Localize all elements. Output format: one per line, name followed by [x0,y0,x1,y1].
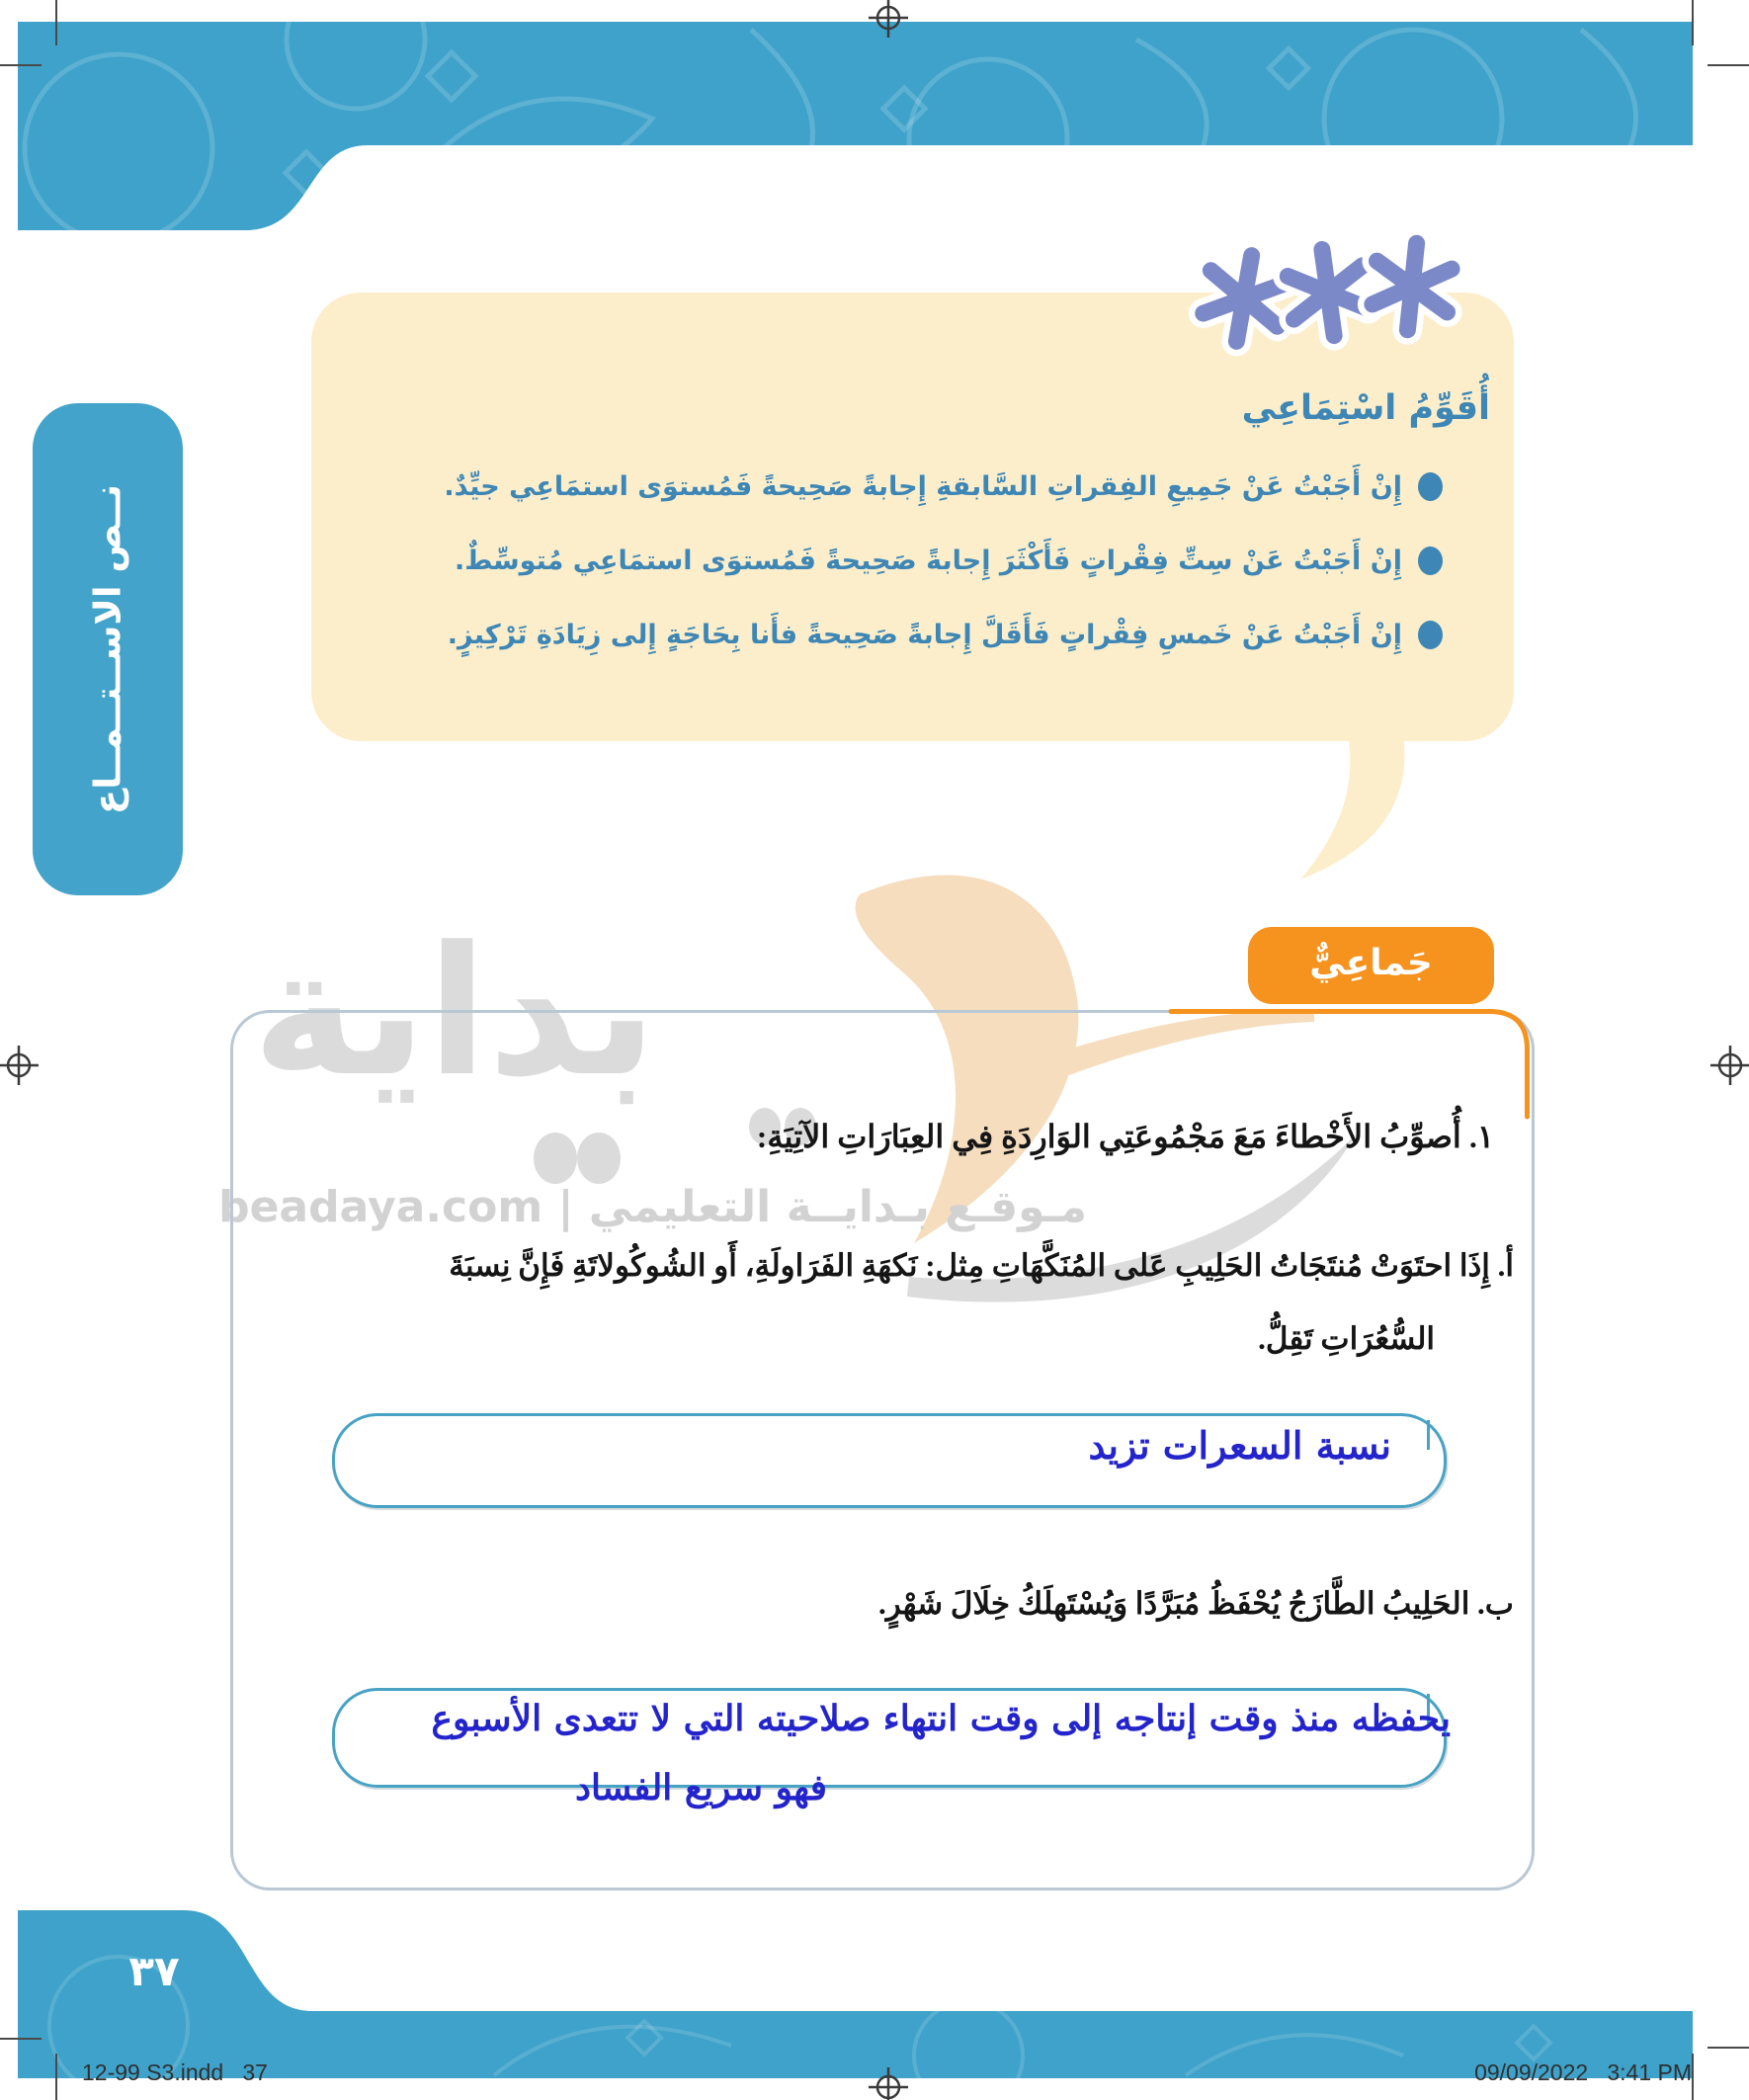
exercise-instruction: ١. أُصوِّبُ الأَخْطاءَ مَعَ مَجْمُوعَتِي الوَارِدَةِ فِي العِبَارَاتِ الآتِيَةِ: [756,1119,1494,1154]
trim-mark [1707,64,1749,66]
item-b-line: ب. الحَلِيبُ الطَّازَجُ يُحْفَظُ مُبَرَّدًا وَيُسْتَهلَكُ خِلَالَ شَهْرٍ. [877,1586,1514,1621]
trim-mark [0,2038,42,2040]
trim-mark [0,64,42,66]
trim-mark [55,0,57,45]
group-work-badge-label: جَماعِيٌّ [1309,942,1433,983]
answer-b-line1: يحفظه منذ وقت إنتاجه إلى وقت انتهاء صلاحيته التي لا تتعدى الأسبوع [431,1698,1451,1739]
watermark-caption: مـوقـع بـدايــة التعليمي | beadaya.com [218,1182,1087,1232]
evaluation-title: أُقَوِّمُ اسْتِمَاعِي [1241,388,1490,428]
trim-mark [1707,2047,1749,2049]
trim-mark [55,2054,57,2100]
answer-b-line2: فهو سريع الفساد [575,1767,827,1808]
evaluation-bullet-text: إِنْ أَجَبْتُ عَنْ جَمِيعِ الفِقراتِ السَّابقةِ إِجابةً صَحِيحةً فَمُستوَى استمَاعِي جيِّدٌ. [444,471,1402,502]
item-a-line1: أ. إِذَا احتَوَتْ مُنتَجَاتُ الحَلِيبِ عَلى المُنَكَّهَاتِ مِثل: نَكهَةِ الفَرَاولَةِ، أَو الشُوكُولاتَةِ فَإِنَّ نِسبَةَ [449,1248,1514,1283]
evaluation-bullet-text: إِنْ أَجَبْتُ عَنْ خَمسِ فِقْراتٍ فَأَقَلَّ إِجابةً صَحِيحةً فأَنا بِحَاجَةٍ إِلى زِيَادَةِ تَرْكِيزٍ. [447,620,1402,650]
print-slug-filename: 12-99 S3.indd 37 [82,2059,268,2085]
evaluation-bullet-text: إِنْ أَجَبْتُ عَنْ سِتِّ فِقْراتٍ فَأَكْثَرَ إِجابةً صَحِيحةً فَمُستوَى استمَاعِي مُتوسِّطٌ. [454,546,1402,576]
trim-mark [1692,0,1694,45]
answer-a-text: نسبة السعرات تزيد [1088,1423,1391,1468]
page-number: ٣٧ [128,1947,180,1995]
print-slug-timestamp: 09/09/2022 3:41 PM [1474,2059,1692,2085]
sidebar-tab-label: نــص الاســتــمــاع [86,483,129,815]
watermark-wordmark: بداية [252,909,658,1116]
trim-mark [1692,2054,1694,2100]
item-a-line2: السُّعُرَاتِ تَقِلُّ. [1258,1321,1435,1356]
